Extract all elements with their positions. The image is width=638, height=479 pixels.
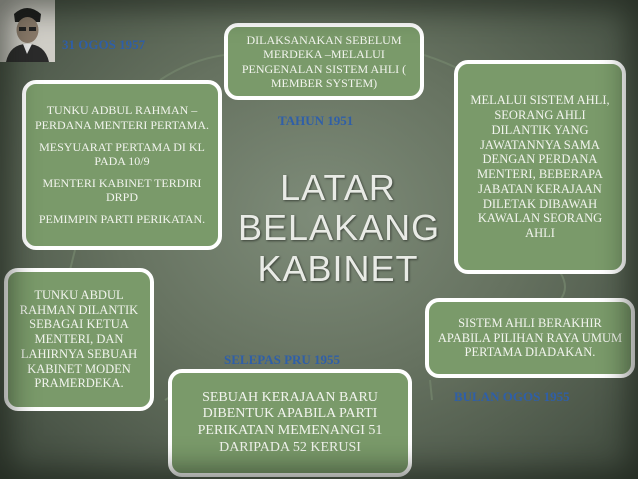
box-kerajaan-baru	[168, 369, 412, 477]
box-text: SEBUAH KERAJAAN BARU DIBENTUK APABILA PARTI PERIKATAN MEMENANGI 51 DARIPADA 52 KERUSI	[197, 389, 383, 455]
label-date-1957: 31 OGOS 1957	[62, 37, 146, 52]
box-text: DILAKSANAKAN SEBELUM MERDEKA –MELALUI PENGENALAN SISTEM AHLI ( MEMBER SYSTEM)	[241, 33, 407, 90]
title-line: BELAKANG	[238, 207, 441, 249]
label-bulan-ogos: BULAN OGOS 1955	[454, 389, 570, 404]
label-selepas-pru: SELEPAS PRU 1955	[224, 352, 341, 367]
box-kabinet-pertama	[22, 80, 222, 250]
box-sistem-ahli-berakhir	[425, 298, 635, 378]
page-title	[238, 167, 441, 289]
box-line: MENTERI KABINET TERDIRI DRPD	[42, 176, 202, 205]
box-text: MELALUI SISTEM AHLI, SEORANG AHLI DILANTIK YANG JAWATANNYA SAMA DENGAN PERDANA MENTERI, BEBERAPA JABATAN KERAJAAN DILETAK DIBAWAH KAWALAN SEORANG AHLI	[470, 93, 610, 240]
box-line: MESYUARAT PERTAMA DI KL PADA 10/9	[39, 139, 205, 168]
portrait-photo	[0, 0, 55, 62]
box-ketua-menteri	[4, 268, 154, 411]
box-sistem-ahli-detail	[454, 60, 626, 274]
label-tahun-1951: TAHUN 1951	[278, 113, 354, 128]
box-line: PEMIMPIN PARTI PERIKATAN.	[38, 212, 206, 227]
box-text: SISTEM AHLI BERAKHIR APABILA PILIHAN RAYA UMUM PERTAMA DIADAKAN.	[437, 315, 623, 360]
title-line: KABINET	[257, 247, 419, 289]
box-line: TUNKU ADBUL RAHMAN – PERDANA MENTERI PERTAMA.	[35, 103, 209, 132]
title-line: LATAR	[280, 167, 396, 208]
box-text: TUNKU ABDUL RAHMAN DILANTIK SEBAGAI KETUA MENTERI, DAN LAHIRNYA SEBUAH KABINET MODEN PRAMERDEKA.	[19, 287, 139, 391]
box-sistem-ahli-intro	[224, 23, 424, 100]
